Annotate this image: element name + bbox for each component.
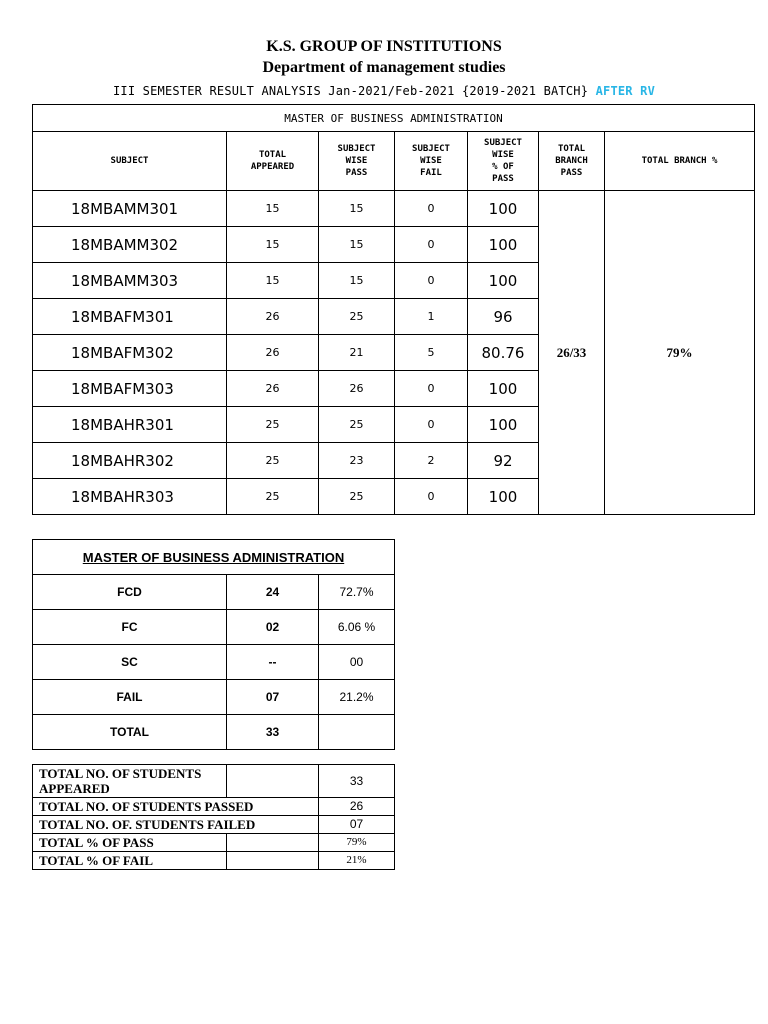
pass-percent: 100	[468, 263, 539, 299]
class-label: FCD	[33, 575, 227, 610]
totals-table	[32, 764, 395, 870]
total-value: 26	[319, 798, 395, 816]
table-row	[33, 610, 395, 645]
appeared-count: 26	[227, 335, 319, 371]
pass-count: 15	[319, 227, 395, 263]
blank-cell	[227, 765, 319, 798]
col-header-total-appeared: TOTAL APPEARED	[227, 132, 319, 191]
blank-cell	[227, 834, 319, 852]
subject-code: 18MBAMM302	[33, 227, 227, 263]
blank-cell	[227, 852, 319, 870]
subject-code: 18MBAMM303	[33, 263, 227, 299]
table-row	[33, 191, 755, 227]
class-label: FAIL	[33, 680, 227, 715]
class-label: FC	[33, 610, 227, 645]
institution-title: K.S. GROUP OF INSTITUTIONS	[266, 38, 502, 55]
col-header-subject-wise-pass: SUBJECT WISE PASS	[319, 132, 395, 191]
fail-count: 0	[395, 227, 468, 263]
pass-percent: 96	[468, 299, 539, 335]
fail-count: 0	[395, 191, 468, 227]
appeared-count: 15	[227, 227, 319, 263]
appeared-count: 15	[227, 191, 319, 227]
table-row	[33, 715, 395, 750]
appeared-count: 25	[227, 407, 319, 443]
fail-count: 0	[395, 479, 468, 515]
class-percent: 00	[319, 645, 395, 680]
table-row	[33, 680, 395, 715]
table-row	[33, 575, 395, 610]
appeared-count: 15	[227, 263, 319, 299]
table-row	[33, 816, 395, 834]
class-percent: 21.2%	[319, 680, 395, 715]
analysis-title-text: III SEMESTER RESULT ANALYSIS Jan-2021/Feb-2021 {2019-2021 BATCH}	[112, 84, 589, 98]
pass-count: 15	[319, 191, 395, 227]
total-value: 79%	[319, 834, 395, 852]
subject-code: 18MBAFM303	[33, 371, 227, 407]
summary-title: MASTER OF BUSINESS ADMINISTRATION	[33, 540, 395, 575]
result-analysis-table	[32, 104, 755, 515]
pass-percent: 92	[468, 443, 539, 479]
fail-count: 0	[395, 263, 468, 299]
pass-percent: 100	[468, 479, 539, 515]
col-header-subject-wise-percent: SUBJECT WISE % OF PASS	[468, 132, 539, 191]
pass-percent: 80.76	[468, 335, 539, 371]
pass-count: 25	[319, 299, 395, 335]
table-row	[33, 852, 395, 870]
table-row	[33, 834, 395, 852]
col-header-subject: SUBJECT	[33, 132, 227, 191]
col-header-total-branch-percent: TOTAL BRANCH %	[605, 132, 755, 191]
class-percent	[319, 715, 395, 750]
class-label: TOTAL	[33, 715, 227, 750]
table-row	[33, 765, 395, 798]
class-count: 07	[227, 680, 319, 715]
subject-code: 18MBAFM301	[33, 299, 227, 335]
class-count: --	[227, 645, 319, 680]
subject-code: 18MBAHR301	[33, 407, 227, 443]
total-value: 33	[319, 765, 395, 798]
pass-percent: 100	[468, 407, 539, 443]
class-percent: 6.06 %	[319, 610, 395, 645]
pass-count: 21	[319, 335, 395, 371]
pass-percent: 100	[468, 227, 539, 263]
class-count: 24	[227, 575, 319, 610]
total-label: TOTAL NO. OF STUDENTS PASSED	[33, 798, 319, 816]
total-label: TOTAL NO. OF STUDENTS APPEARED	[33, 765, 227, 798]
total-label: TOTAL % OF FAIL	[33, 852, 227, 870]
table-row	[33, 645, 395, 680]
class-label: SC	[33, 645, 227, 680]
analysis-title	[0, 84, 768, 98]
fail-count: 0	[395, 407, 468, 443]
table-row	[33, 798, 395, 816]
fail-count: 5	[395, 335, 468, 371]
fail-count: 1	[395, 299, 468, 335]
total-label: TOTAL NO. OF. STUDENTS FAILED	[33, 816, 319, 834]
total-value: 21%	[319, 852, 395, 870]
appeared-count: 25	[227, 479, 319, 515]
col-header-total-branch-pass: TOTAL BRANCH PASS	[539, 132, 605, 191]
appeared-count: 26	[227, 371, 319, 407]
class-count: 33	[227, 715, 319, 750]
pass-percent: 100	[468, 371, 539, 407]
pass-count: 25	[319, 407, 395, 443]
subject-code: 18MBAHR303	[33, 479, 227, 515]
class-count: 02	[227, 610, 319, 645]
pass-count: 23	[319, 443, 395, 479]
pass-percent: 100	[468, 191, 539, 227]
class-percent: 72.7%	[319, 575, 395, 610]
col-header-subject-wise-fail: SUBJECT WISE FAIL	[395, 132, 468, 191]
total-branch-percent: 79%	[605, 191, 755, 515]
class-summary-table	[32, 539, 395, 750]
department-title: Department of management studies	[262, 59, 506, 76]
after-rv-label: AFTER RV	[595, 84, 656, 98]
fail-count: 2	[395, 443, 468, 479]
pass-count: 15	[319, 263, 395, 299]
appeared-count: 26	[227, 299, 319, 335]
total-label: TOTAL % OF PASS	[33, 834, 227, 852]
total-branch-pass: 26/33	[539, 191, 605, 515]
subject-code: 18MBAMM301	[33, 191, 227, 227]
table-title: MASTER OF BUSINESS ADMINISTRATION	[33, 105, 755, 132]
subject-code: 18MBAHR302	[33, 443, 227, 479]
subject-code: 18MBAFM302	[33, 335, 227, 371]
pass-count: 25	[319, 479, 395, 515]
pass-count: 26	[319, 371, 395, 407]
total-value: 07	[319, 816, 395, 834]
fail-count: 0	[395, 371, 468, 407]
appeared-count: 25	[227, 443, 319, 479]
